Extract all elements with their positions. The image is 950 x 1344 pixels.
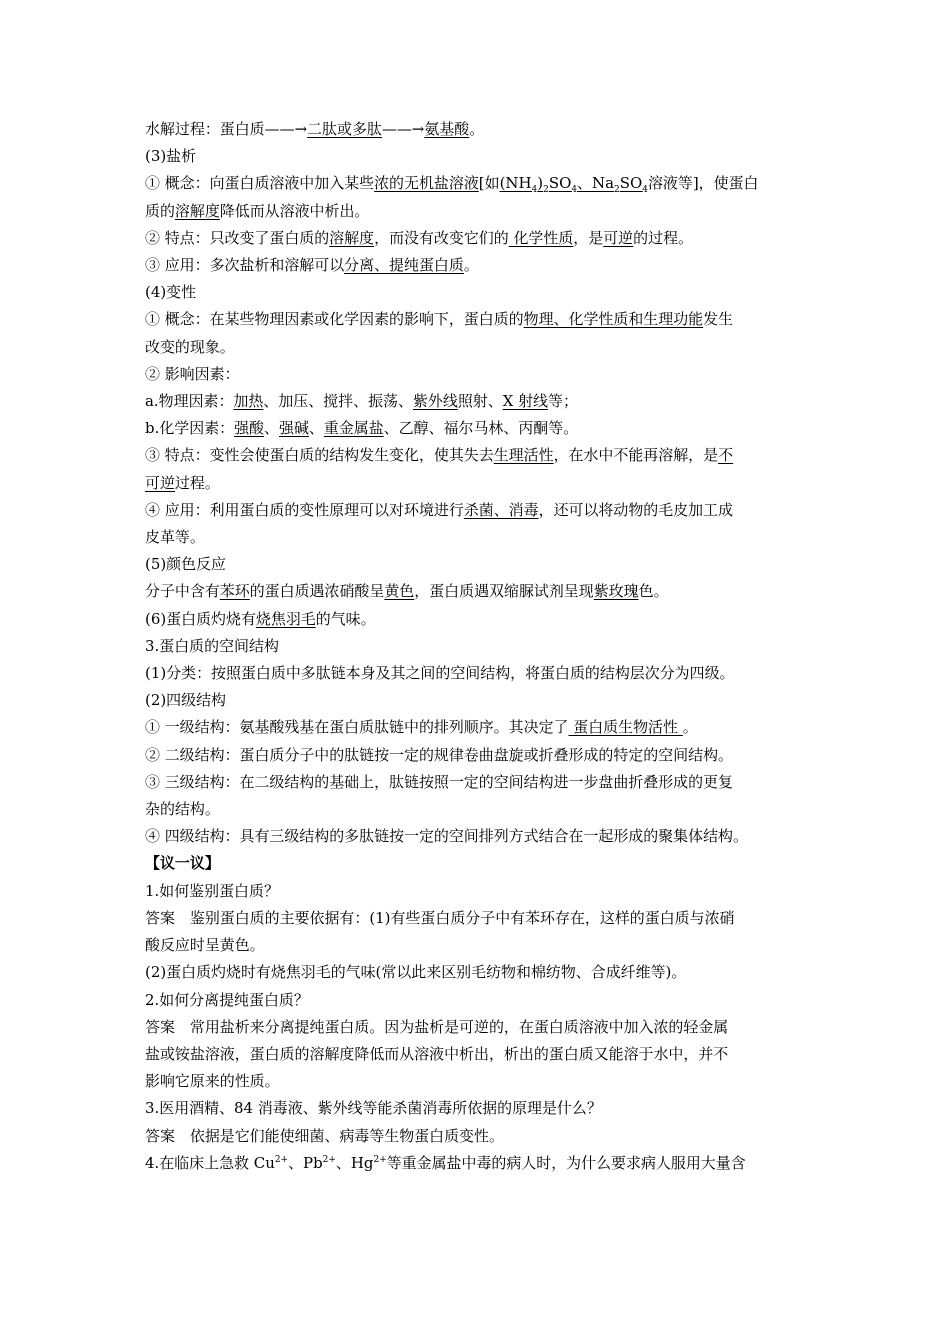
answer-blank: 溶解度: [174, 201, 220, 220]
document-page: [145, 116, 815, 1177]
subscript: 2: [543, 185, 549, 196]
answer-blank: 加热: [233, 392, 264, 411]
answer-1-line1: 答案 鉴别蛋白质的主要依据有：(1)有些蛋白质分子中有苯环存在，这样的蛋白质与浓硝: [145, 908, 735, 927]
denature-application-line2: 皮革等。: [145, 528, 205, 547]
answer-1-line3: (2)蛋白质灼烧时有烧焦羽毛的气味(常以此来区别毛纺物和棉纺物、合成纤维等)。: [145, 963, 687, 982]
text: 、: [308, 419, 324, 438]
arrow: ——→: [264, 120, 308, 138]
text: 溶液等]，使蛋白: [647, 174, 759, 193]
subscript: 4: [642, 185, 648, 196]
text: 发生: [703, 310, 734, 329]
answer-blank: 蛋白质生物活性: [568, 718, 683, 737]
denature-heading: (4)变性: [145, 283, 197, 302]
text: 过程。: [174, 473, 220, 492]
answer-blank: 烧焦羽毛: [255, 609, 316, 628]
question-4: [145, 1150, 813, 1177]
color-heading: (5)颜色反应: [145, 555, 227, 574]
superscript: 2+: [274, 1154, 289, 1165]
burn-line: [145, 606, 813, 633]
text: 。: [469, 120, 485, 138]
text: (NH: [499, 174, 532, 193]
answer-blank: 黄色: [384, 582, 415, 601]
arrow: ——→: [381, 120, 425, 138]
answer-3: 答案 依据是它们能使细菌、病毒等生物蛋白质变性。: [145, 1126, 504, 1145]
question-1: 1.如何鉴别蛋白质？: [145, 881, 279, 900]
text: 照射、: [457, 392, 503, 411]
hydrolysis-line: [145, 116, 813, 143]
answer-blank: 强酸: [234, 419, 265, 438]
text: 、Na: [577, 174, 615, 193]
text: ① 概念：向蛋白质溶液中加入某些: [145, 174, 375, 193]
text: 。: [682, 718, 698, 737]
answer-blank: 重金属盐: [323, 419, 384, 438]
denature-feature-line2: [145, 470, 813, 497]
text: 、Pb: [288, 1153, 323, 1172]
superscript: 2+: [322, 1154, 336, 1165]
text: 。: [463, 256, 479, 275]
text: ，在水中不能再溶解，是: [553, 446, 719, 465]
answer-blank: 不: [718, 446, 734, 465]
text: ① 概念：在某些物理因素或化学因素的影响下，蛋白质的: [145, 310, 524, 329]
text: ① 一级结构：氨基酸残基在蛋白质肽链中的排列顺序。其决定了: [145, 718, 569, 737]
text: 4.在临床上急救 Cu: [145, 1153, 275, 1172]
answer-2-line2: 盐或铵盐溶液，蛋白质的溶解度降低而从溶液中析出，析出的蛋白质又能溶于水中，并不: [145, 1044, 729, 1063]
answer-blank: 氨基酸: [424, 120, 470, 138]
answer-2-line3: 影响它原来的性质。: [145, 1072, 280, 1091]
text: 、: [264, 419, 280, 438]
text: 水解过程：蛋白质: [145, 120, 265, 138]
answer-blank: [499, 174, 648, 196]
text: 、加压、搅拌、振荡、: [263, 392, 413, 411]
text: 、Hg: [335, 1153, 374, 1172]
salting-feature: [145, 225, 813, 252]
structure-four-levels: (2)四级结构: [145, 691, 227, 710]
discuss-heading: 【议一议】: [145, 854, 220, 873]
answer-blank: 浓的无机盐溶液: [374, 174, 479, 193]
answer-blank: 物理、化学性质和生理功能: [523, 310, 704, 329]
salting-concept-line2: [145, 198, 813, 225]
answer-blank: 杀菌、消毒: [463, 500, 539, 519]
structure-classify: (1)分类：按照蛋白质中多肽链本身及其之间的空间结构，将蛋白质的结构层次分为四级。: [145, 664, 735, 683]
text: ③ 特点：变性会使蛋白质的结构发生变化，使其失去: [145, 446, 494, 465]
structure-heading: 3.蛋白质的空间结构: [145, 636, 279, 655]
answer-blank: 生理活性: [493, 446, 554, 465]
answer-blank: 溶解度: [329, 228, 375, 247]
text: 等重金属盐中毒的病人时，为什么要求病人服用大量含: [386, 1153, 746, 1172]
quaternary-structure: ④ 四级结构：具有三级结构的多肽链按一定的空间排列方式结合在一起形成的聚集体结构。: [145, 827, 748, 846]
physical-factors: [145, 388, 813, 415]
text: [如: [478, 174, 500, 193]
text: 的过程。: [633, 228, 693, 247]
superscript: 2+: [373, 1154, 387, 1165]
text: ，是: [573, 228, 604, 247]
answer-blank: 二肽或多肽: [307, 120, 382, 138]
answer-blank: 分离、提纯蛋白质: [344, 256, 464, 275]
salting-application: [145, 252, 813, 279]
chemical-factors: [145, 415, 813, 442]
tertiary-structure-line1: ③ 三级结构：在二级结构的基础上，肽链按照一定的空间结构进一步盘曲折叠形成的更复: [145, 772, 734, 791]
text: 的蛋白质遇浓硝酸呈: [249, 582, 385, 601]
question-2: 2.如何分离提纯蛋白质？: [145, 990, 309, 1009]
text: ④ 应用：利用蛋白质的变性原理可以对环境进行: [145, 500, 464, 519]
text: SO: [548, 174, 572, 193]
subscript: 4: [571, 185, 578, 196]
text: ): [537, 174, 544, 193]
text: ，而没有改变它们的: [374, 228, 509, 247]
text: 等；: [548, 392, 578, 411]
text: 色。: [638, 582, 669, 601]
text: 、乙醇、福尔马林、丙酮等。: [383, 419, 579, 438]
text: a.物理因素：: [145, 392, 234, 411]
subscript: 4: [531, 185, 538, 196]
answer-blank: 苯环: [219, 582, 250, 601]
salting-concept-line1: [145, 170, 813, 197]
text: 的气味。: [315, 609, 376, 628]
answer-blank: 可逆: [603, 228, 634, 247]
secondary-structure: ② 二级结构：蛋白质分子中的肽链按一定的规律卷曲盘旋或折叠形成的特定的空间结构。: [145, 745, 734, 764]
answer-blank: X 射线: [502, 392, 549, 411]
answer-blank: 可逆: [145, 473, 175, 492]
color-reaction: [145, 578, 813, 605]
text: b.化学因素：: [145, 419, 235, 438]
subscript: 2: [614, 185, 620, 196]
text: ③ 应用：多次盐析和溶解可以: [145, 256, 345, 275]
text: 质的: [145, 201, 175, 220]
answer-blank: 化学性质: [508, 228, 574, 247]
text: 分子中含有: [145, 582, 220, 601]
answer-blank: 紫玫瑰: [593, 582, 639, 601]
salting-heading: (3)盐析: [145, 147, 197, 166]
question-3: 3.医用酒精、84 消毒液、紫外线等能杀菌消毒所依据的原理是什么？: [145, 1099, 602, 1118]
answer-blank: 强碱: [279, 419, 309, 438]
answer-2-line1: 答案 常用盐析来分离提纯蛋白质。因为盐析是可逆的，在蛋白质溶液中加入浓的轻金属: [145, 1017, 729, 1036]
answer-1-line2: 酸反应时呈黄色。: [145, 936, 265, 955]
denature-factors: ② 影响因素：: [145, 364, 240, 383]
text: 降低而从溶液中析出。: [219, 201, 370, 220]
text: ，蛋白质遇双缩脲试剂呈现: [414, 582, 594, 601]
denature-concept-line2: 改变的现象。: [145, 337, 235, 356]
text: ，还可以将动物的毛皮加工成: [538, 500, 734, 519]
answer-blank: 紫外线: [412, 392, 458, 411]
primary-structure: [145, 714, 813, 741]
denature-application-line1: [145, 497, 813, 524]
text: ② 特点：只改变了蛋白质的: [145, 228, 330, 247]
text: (6)蛋白质灼烧有: [145, 609, 256, 628]
denature-concept-line1: [145, 306, 813, 333]
denature-feature-line1: [145, 442, 813, 469]
tertiary-structure-line2: 杂的结构。: [145, 800, 220, 819]
text: SO: [619, 174, 643, 193]
